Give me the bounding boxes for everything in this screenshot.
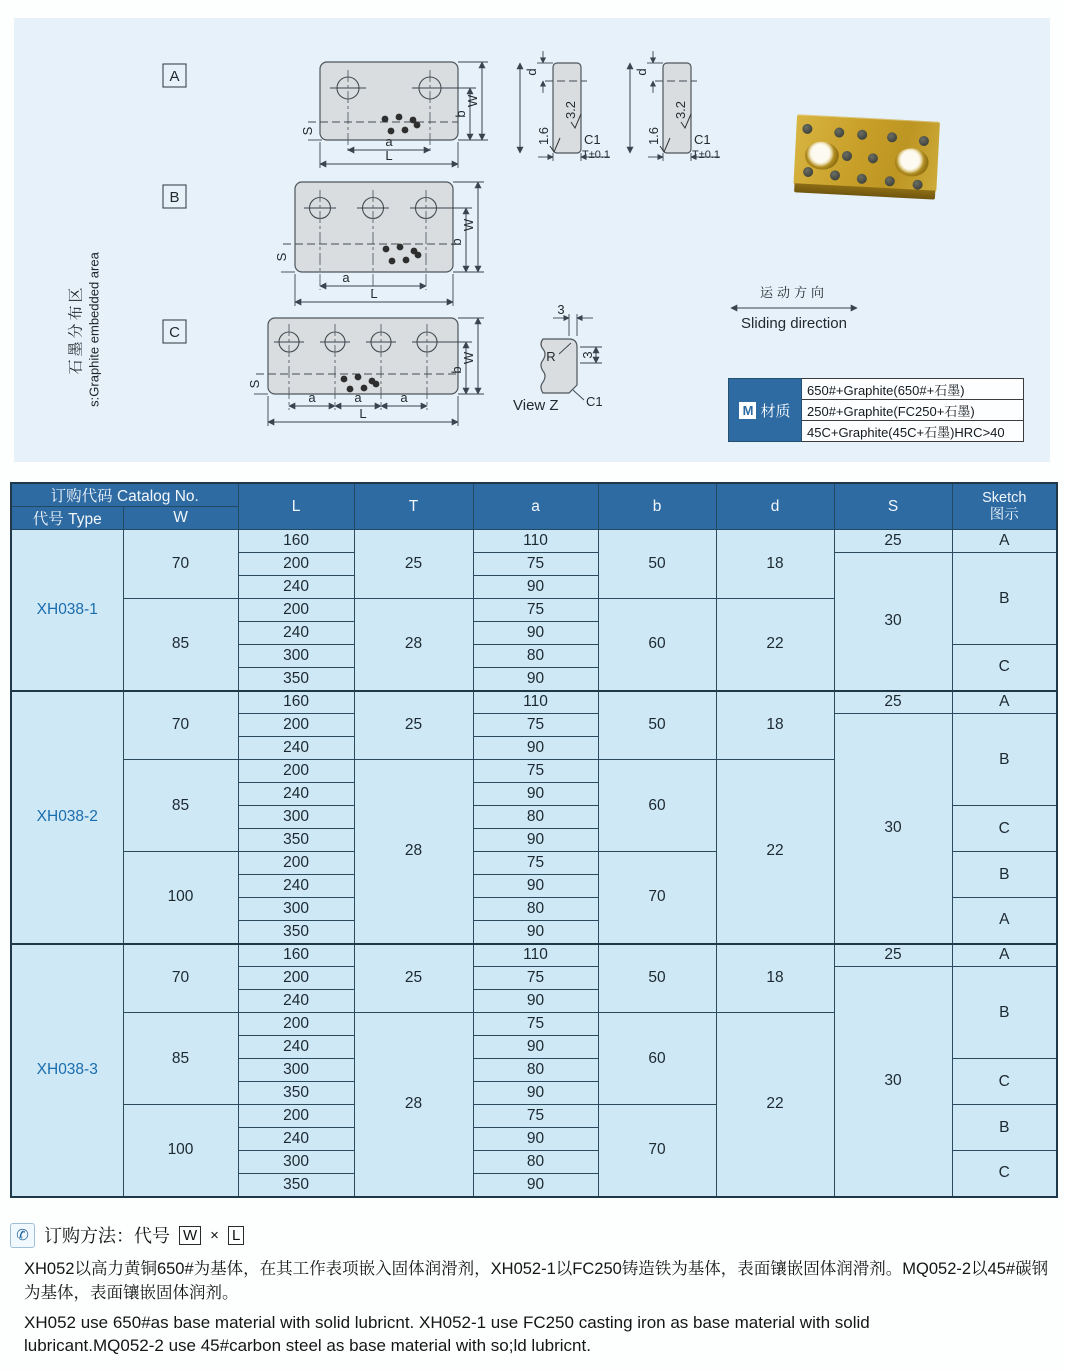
L-cell: 300 <box>238 645 354 668</box>
description-cn: XH052以高力黄铜650#为基体，在其工作表项嵌入固体润滑剂，XH052-1以FC250铸造铁为基体，表面镶嵌固体润滑剂。MQ052-2以45#碳钢为基体，表面镶嵌固体润剂。 <box>24 1260 1049 1303</box>
dim-w: W <box>461 218 476 232</box>
dim-three: 3 <box>580 351 595 359</box>
graphite-area-label-cn: 石墨分布区 <box>67 284 85 375</box>
a-cell: 80 <box>473 1151 598 1174</box>
sliding-direction <box>731 285 857 332</box>
L-cell: 350 <box>238 829 354 852</box>
a-cell: 90 <box>473 576 598 599</box>
a-cell: 90 <box>473 875 598 898</box>
b-cell: 70 <box>598 1105 716 1197</box>
cross-section-2 <box>630 51 720 161</box>
dim-s: S <box>274 252 289 262</box>
header-catalog-no: 订购代码 Catalog No. <box>11 483 238 507</box>
thickness-t: T±0.1 <box>692 149 721 161</box>
sketch-cell: A <box>952 898 1057 944</box>
sketch-cell: C <box>952 645 1057 691</box>
chamfer-c1: C1 <box>584 132 601 147</box>
L-cell: 200 <box>238 553 354 576</box>
L-cell: 240 <box>238 1128 354 1151</box>
S-cell: 25 <box>834 530 952 553</box>
w-cell: 100 <box>123 852 238 944</box>
L-cell: 240 <box>238 576 354 599</box>
table-row <box>11 944 1057 967</box>
a-cell: 80 <box>473 806 598 829</box>
order-method-text: 订购方法：代号 <box>44 1226 170 1246</box>
L-cell: 160 <box>238 944 354 967</box>
T-cell: 25 <box>354 944 473 1013</box>
dim-l: L <box>370 286 378 301</box>
a-cell: 75 <box>473 553 598 576</box>
header-a: a <box>473 483 598 530</box>
a-cell: 90 <box>473 921 598 944</box>
b-cell: 50 <box>598 530 716 599</box>
view-z-detail <box>513 302 603 414</box>
a-cell: 75 <box>473 1013 598 1036</box>
w-cell: 85 <box>123 760 238 852</box>
w-cell: 70 <box>123 691 238 760</box>
footer <box>10 1222 1056 1358</box>
dim-s: S <box>300 126 315 136</box>
sliding-direction-cn: 运动方向 <box>759 285 829 300</box>
dim-w: W <box>465 94 480 108</box>
L-cell: 350 <box>238 1174 354 1197</box>
S-cell: 30 <box>834 714 952 944</box>
a-cell: 110 <box>473 944 598 967</box>
roughness-16: 1.6 <box>646 126 661 146</box>
L-cell: 200 <box>238 760 354 783</box>
a-cell: 90 <box>473 668 598 691</box>
d-cell: 22 <box>716 1013 834 1197</box>
L-cell: 200 <box>238 714 354 737</box>
a-cell: 75 <box>473 1105 598 1128</box>
cross-section-1 <box>520 51 610 161</box>
thickness-t: T±0.1 <box>582 149 611 161</box>
dim-a: a <box>385 134 393 149</box>
L-cell: 300 <box>238 806 354 829</box>
diagram-a-label: A <box>169 68 180 85</box>
sketch-cell: B <box>952 714 1057 806</box>
T-cell: 25 <box>354 530 473 599</box>
material-row: 250#+Graphite(FC250+石墨) <box>802 400 1023 421</box>
type-cell: XH038-2 <box>11 691 123 944</box>
dim-d: d <box>634 68 649 76</box>
sketch-cell: A <box>952 944 1057 967</box>
dim-b: b <box>453 110 468 118</box>
sliding-direction-en: Sliding direction <box>741 315 847 332</box>
L-cell: 300 <box>238 898 354 921</box>
radius-r: R <box>546 349 556 364</box>
dim-a: a <box>400 390 408 405</box>
sketch-cell: C <box>952 1059 1057 1105</box>
a-cell: 90 <box>473 829 598 852</box>
L-cell: 200 <box>238 852 354 875</box>
L-cell: 300 <box>238 1151 354 1174</box>
L-cell: 350 <box>238 668 354 691</box>
b-cell: 60 <box>598 599 716 691</box>
L-cell: 160 <box>238 691 354 714</box>
dim-a: a <box>308 390 316 405</box>
a-cell: 75 <box>473 760 598 783</box>
L-cell: 240 <box>238 737 354 760</box>
w-cell: 70 <box>123 944 238 1013</box>
diagram-b <box>163 182 484 306</box>
sketch-cell: B <box>952 553 1057 645</box>
a-cell: 110 <box>473 530 598 553</box>
a-cell: 90 <box>473 990 598 1013</box>
S-cell: 30 <box>834 967 952 1197</box>
diagram-c <box>163 318 484 426</box>
dim-a: a <box>342 270 350 285</box>
dim-three: 3 <box>557 302 565 317</box>
a-cell: 75 <box>473 714 598 737</box>
w-cell: 85 <box>123 1013 238 1105</box>
sketch-cell: A <box>952 691 1057 714</box>
L-cell: 240 <box>238 783 354 806</box>
d-cell: 18 <box>716 944 834 1013</box>
b-cell: 50 <box>598 944 716 1013</box>
a-cell: 110 <box>473 691 598 714</box>
roughness-16: 1.6 <box>536 126 551 146</box>
T-cell: 25 <box>354 691 473 760</box>
sketch-cell: B <box>952 852 1057 898</box>
L-cell: 160 <box>238 530 354 553</box>
S-cell: 25 <box>834 944 952 967</box>
a-cell: 90 <box>473 783 598 806</box>
d-cell: 22 <box>716 760 834 944</box>
a-cell: 80 <box>473 1059 598 1082</box>
material-table <box>728 378 1024 442</box>
table-row <box>11 530 1057 553</box>
sketch-cell: A <box>952 530 1057 553</box>
header-l: L <box>238 483 354 530</box>
header-b: b <box>598 483 716 530</box>
roughness-32: 3.2 <box>563 100 578 120</box>
header-type: 代号 Type <box>11 507 123 530</box>
material-row: 45C+Graphite(45C+石墨)HRC>40 <box>807 424 1005 440</box>
L-cell: 240 <box>238 990 354 1013</box>
chamfer-c1: C1 <box>694 132 711 147</box>
dim-d: d <box>524 68 539 76</box>
product-photo <box>793 114 940 199</box>
b-cell: 50 <box>598 691 716 760</box>
a-cell: 90 <box>473 1174 598 1197</box>
header-sketch-cn: 图示 <box>989 506 1019 523</box>
w-cell: 70 <box>123 530 238 599</box>
b-cell: 60 <box>598 760 716 852</box>
graphite-area-label-en: s:Graphite embedded area <box>86 252 102 407</box>
catalog-table-body <box>11 530 1057 1197</box>
a-cell: 80 <box>473 645 598 668</box>
w-cell: 100 <box>123 1105 238 1197</box>
a-cell: 90 <box>473 737 598 760</box>
type-cell: XH038-3 <box>11 944 123 1197</box>
d-cell: 18 <box>716 691 834 760</box>
a-cell: 75 <box>473 599 598 622</box>
d-cell: 22 <box>716 599 834 691</box>
header-d: d <box>716 483 834 530</box>
drawing-panel <box>14 18 1050 462</box>
dim-b: b <box>449 238 464 246</box>
header-sketch <box>952 483 1057 530</box>
dim-l: L <box>359 406 367 421</box>
dim-a: a <box>354 390 362 405</box>
header-sketch-en: Sketch <box>982 489 1027 506</box>
L-cell: 300 <box>238 1059 354 1082</box>
times-sign: × <box>210 1226 219 1244</box>
L-cell: 350 <box>238 1082 354 1105</box>
a-cell: 75 <box>473 852 598 875</box>
a-cell: 90 <box>473 1036 598 1059</box>
L-cell: 240 <box>238 875 354 898</box>
T-cell: 28 <box>354 760 473 944</box>
L-cell: 200 <box>238 1013 354 1036</box>
diagram-b-label: B <box>169 189 180 206</box>
material-label-text: 材质 <box>760 402 791 420</box>
S-cell: 30 <box>834 553 952 691</box>
header-w: W <box>123 507 238 530</box>
a-cell: 90 <box>473 1082 598 1105</box>
roughness-32: 3.2 <box>673 100 688 120</box>
L-cell: 200 <box>238 967 354 990</box>
description-en: XH052 use 650#as base material with solid lubricnt. XH052-1 use FC250 casting iron as base material with solid lubricant.MQ052-2 use 45#carbon steel as base material with so;ld lubricnt. <box>24 1312 870 1355</box>
diagram-a <box>163 62 488 168</box>
chamfer-c1: C1 <box>586 394 603 409</box>
phone-icon: ✆ <box>10 1223 35 1248</box>
material-m-badge: M <box>739 402 756 419</box>
dim-l: L <box>385 148 393 163</box>
b-cell: 70 <box>598 852 716 944</box>
L-cell: 240 <box>238 622 354 645</box>
material-row: 650#+Graphite(650#+石墨) <box>802 379 1023 400</box>
sketch-cell: B <box>952 967 1057 1059</box>
sketch-cell: C <box>952 1151 1057 1197</box>
dim-w: W <box>461 351 476 365</box>
sketch-cell: C <box>952 806 1057 852</box>
a-cell: 75 <box>473 967 598 990</box>
type-cell: XH038-1 <box>11 530 123 691</box>
L-cell: 200 <box>238 599 354 622</box>
w-cell: 85 <box>123 599 238 691</box>
material-label <box>728 378 802 442</box>
L-cell: 240 <box>238 1036 354 1059</box>
l-code-box: L <box>228 1226 244 1245</box>
dim-s: S <box>247 379 262 389</box>
L-cell: 200 <box>238 1105 354 1128</box>
S-cell: 25 <box>834 691 952 714</box>
view-z-label: View Z <box>513 397 559 414</box>
a-cell: 90 <box>473 1128 598 1151</box>
table-row <box>11 691 1057 714</box>
header-s: S <box>834 483 952 530</box>
header-t: T <box>354 483 473 530</box>
sketch-cell: B <box>952 1105 1057 1151</box>
a-cell: 80 <box>473 898 598 921</box>
L-cell: 350 <box>238 921 354 944</box>
diagram-c-label: C <box>169 324 180 341</box>
a-cell: 90 <box>473 622 598 645</box>
b-cell: 60 <box>598 1013 716 1105</box>
dim-b: b <box>449 366 464 374</box>
order-method-line <box>10 1222 1056 1248</box>
w-code-box: W <box>179 1226 201 1245</box>
T-cell: 28 <box>354 1013 473 1197</box>
T-cell: 28 <box>354 599 473 691</box>
d-cell: 18 <box>716 530 834 599</box>
catalog-table <box>10 482 1058 1198</box>
